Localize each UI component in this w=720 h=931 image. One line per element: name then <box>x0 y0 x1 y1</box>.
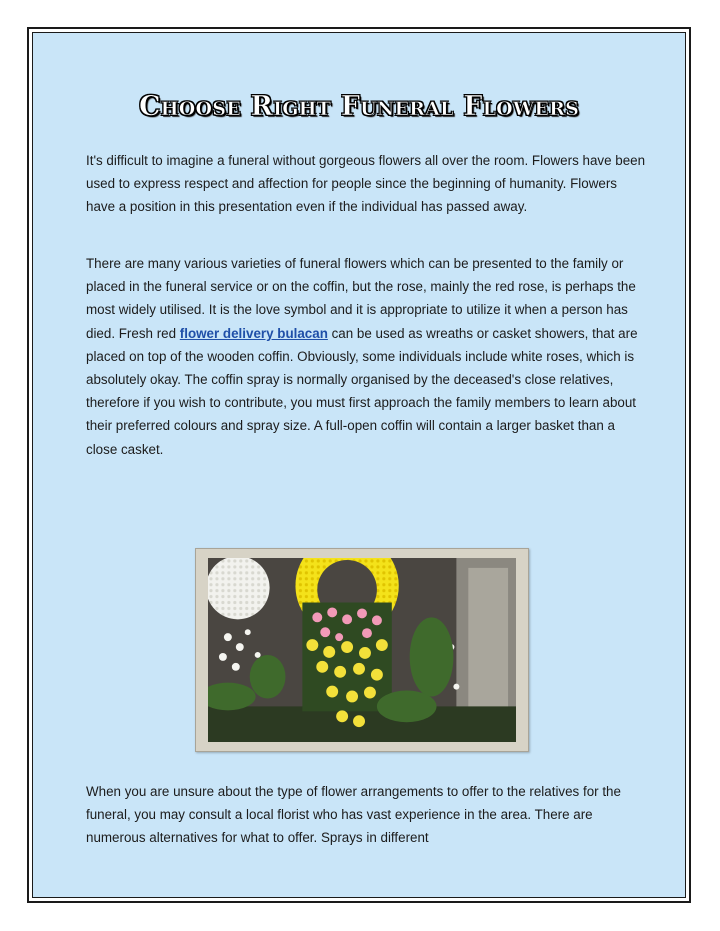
paragraph-intro: It's difficult to imagine a funeral without gorgeous flowers all over the room. Flowers have been used to express respect and affection for people since the beginning of humanity. Flowers have a position in this presentation even if the individual has passed away. <box>86 153 646 215</box>
page-content <box>32 32 686 898</box>
paragraph-roses-text-end: can be used as wreaths or casket showers, that are placed on top of the wooden coffin. Obviously, some individuals include white roses, which is absolutely okay. The coffin spray is normally organised by the deceased's close relatives, therefore if you wish to contribute, you must first approach the family members to learn about their preferred colours and spray size. A full-open coffin will contain a larger basket than a close casket. <box>86 325 638 457</box>
flower-delivery-link[interactable]: flower delivery bulacan <box>179 325 328 341</box>
paragraph-florist: When you are unsure about the type of flower arrangements to offer to the relatives for the funeral, you may consult a local florist who has vast experience in the area. There are numerous alternatives for what to offer. Sprays in different <box>86 784 621 846</box>
page-border <box>27 27 691 903</box>
paragraph-roses <box>86 252 646 461</box>
page-title: Choose Right Funeral Flowers <box>138 91 580 122</box>
funeral-flowers-photo <box>208 558 516 742</box>
paragraph-roses-text-start: There are many various varieties of funeral flowers which can be presented to the family or placed in the funeral service or on the coffin, but the rose, mainly the red rose, is perhaps the most widely utilised. It is the love symbol and it is appropriate to utilize it when a person has died. Fresh red <box>86 256 636 341</box>
photo-frame <box>195 548 529 752</box>
